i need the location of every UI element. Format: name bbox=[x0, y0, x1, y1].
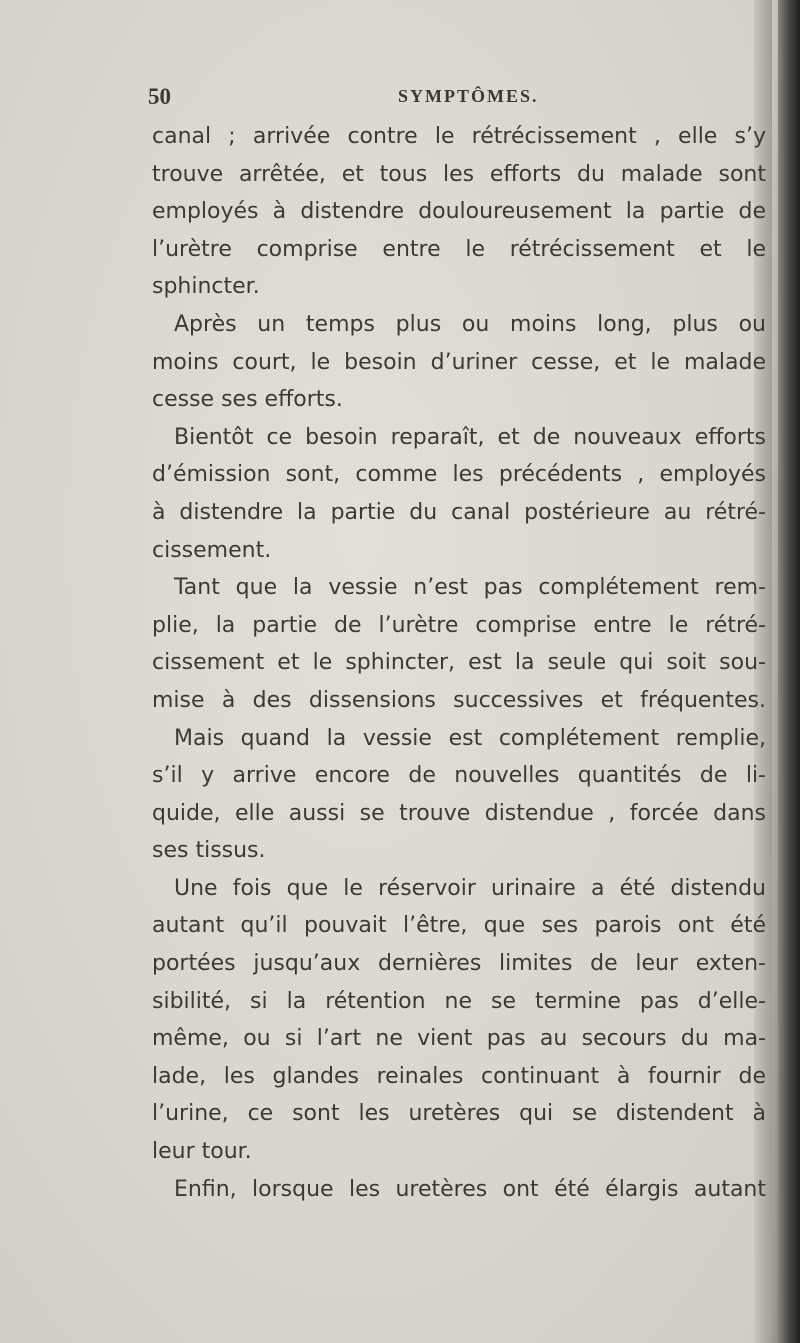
body-text bbox=[152, 118, 766, 1208]
text-line: sibilité, si la rétention ne se termine pas d’elle- bbox=[152, 988, 766, 1014]
text-line: ses tissus. bbox=[152, 838, 266, 864]
text-line: trouve arrêtée, et tous les efforts du malade sont bbox=[152, 161, 766, 187]
running-head: SYMPTÔMES. bbox=[398, 86, 539, 106]
text-line: même, ou si l’art ne vient pas au secours du ma- bbox=[152, 1026, 766, 1052]
text-line: portées jusqu’aux dernières limites de leur exten- bbox=[152, 951, 766, 977]
text-line: Tant que la vessie n’est pas complétement rem- bbox=[174, 575, 766, 601]
text-line: l’urètre comprise entre le rétrécissement et le bbox=[152, 236, 766, 262]
text-line: employés à distendre douloureusement la partie de bbox=[152, 199, 766, 225]
text-line: leur tour. bbox=[152, 1139, 252, 1165]
text-line: Mais quand la vessie est complétement remplie, bbox=[174, 725, 766, 751]
spine-highlight bbox=[772, 0, 778, 1343]
text-line: Enfin, lorsque les uretères ont été élargis autant bbox=[174, 1176, 766, 1202]
text-line: plie, la partie de l’urètre comprise entre le rétré- bbox=[152, 612, 766, 638]
text-line: Une fois que le réservoir urinaire a été distendu bbox=[174, 875, 766, 901]
text-line: Après un temps plus ou moins long, plus ou bbox=[174, 311, 766, 337]
text-line: cesse ses efforts. bbox=[152, 387, 343, 413]
text-line: cissement. bbox=[152, 537, 272, 563]
text-line: moins court, le besoin d’uriner cesse, et le malade bbox=[152, 349, 766, 375]
text-line: mise à des dissensions successives et fréquentes. bbox=[152, 687, 766, 713]
text-line: lade, les glandes reinales continuant à fournir de bbox=[152, 1063, 766, 1089]
text-line: l’urine, ce sont les uretères qui se distendent à bbox=[152, 1101, 766, 1127]
page-number: 50 bbox=[148, 84, 171, 109]
page-header bbox=[148, 84, 768, 116]
text-line: à distendre la partie du canal postérieure au rétré- bbox=[152, 499, 766, 525]
text-line: Bientôt ce besoin reparaît, et de nouveaux efforts bbox=[174, 424, 766, 450]
text-line: s’il y arrive encore de nouvelles quantités de li- bbox=[152, 763, 766, 789]
text-line: sphincter. bbox=[152, 274, 260, 300]
text-line: d’émission sont, comme les précédents , employés bbox=[152, 462, 766, 488]
text-line: canal ; arrivée contre le rétrécissement , elle s’y bbox=[152, 124, 766, 149]
text-line: cissement et le sphincter, est la seule qui soit sou- bbox=[152, 650, 766, 676]
text-line: autant qu’il pouvait l’être, que ses parois ont été bbox=[152, 913, 766, 939]
text-line: quide, elle aussi se trouve distendue , forcée dans bbox=[152, 800, 766, 826]
